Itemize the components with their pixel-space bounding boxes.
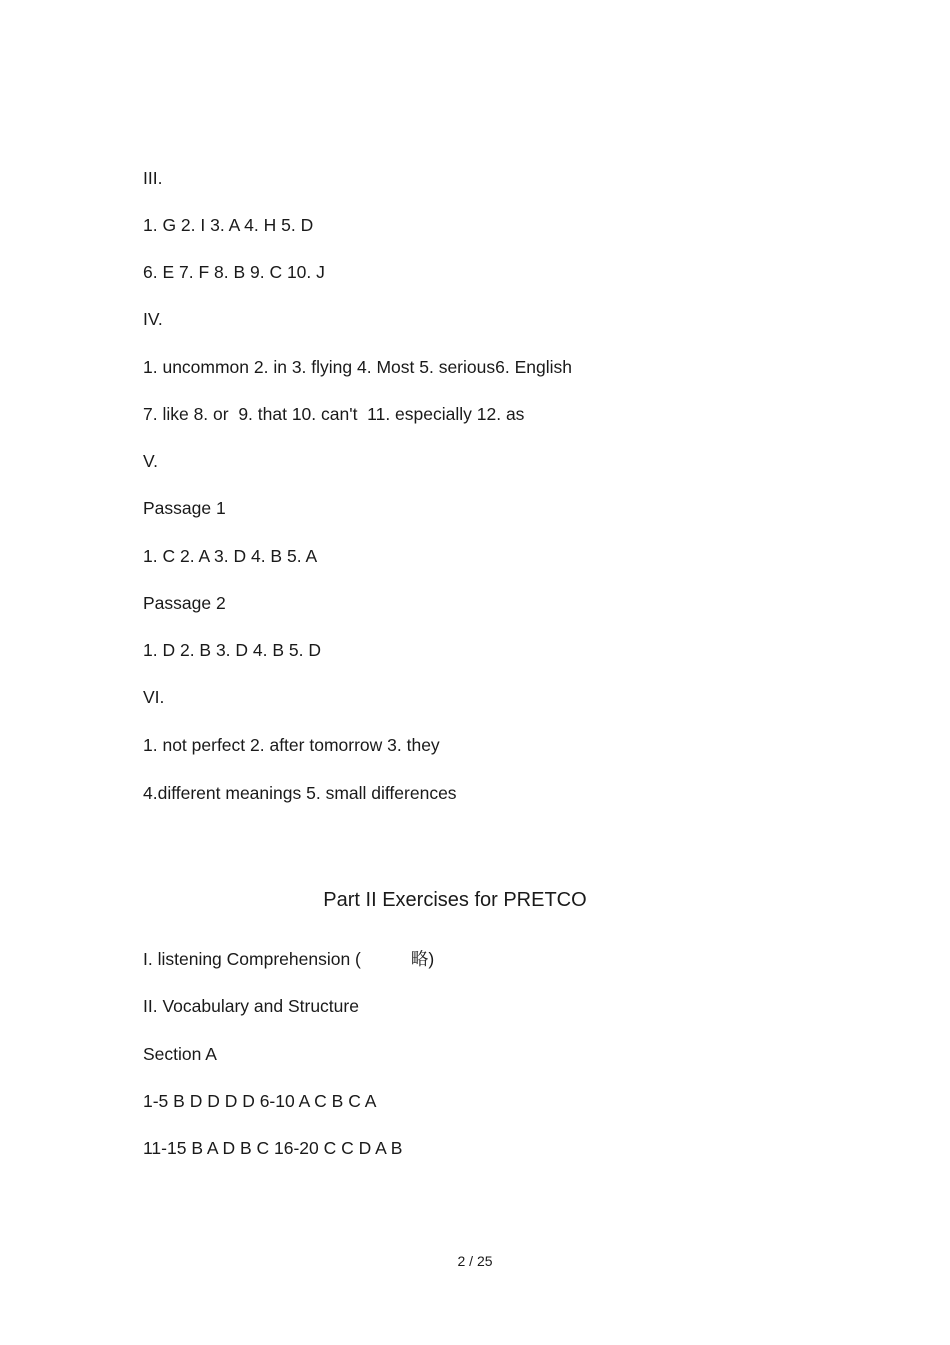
passage-label: Passage 2 (143, 593, 226, 613)
passage-label: Passage 1 (143, 498, 226, 518)
answer-line: 6. E 7. F 8. B 9. C 10. J (143, 262, 325, 282)
listening-prefix: I. listening Comprehension ( (143, 949, 361, 969)
section-heading-ii: II. Vocabulary and Structure (143, 996, 359, 1016)
answer-line: 1. D 2. B 3. D 4. B 5. D (143, 640, 321, 660)
answer-line: 1-5 B D D D D 6-10 A C B C A (143, 1091, 377, 1111)
listening-suffix: 略) (410, 949, 435, 969)
answer-line: 1. not perfect 2. after tomorrow 3. they (143, 735, 440, 755)
section-heading-vi: VI. (143, 687, 165, 707)
section-label: Section A (143, 1044, 217, 1064)
section-heading-iii: III. (143, 168, 163, 188)
answer-line: 1. C 2. A 3. D 4. B 5. A (143, 546, 318, 566)
answer-line: 1. G 2. I 3. A 4. H 5. D (143, 215, 314, 235)
section-heading-v: V. (143, 451, 158, 471)
listening-line (143, 949, 434, 969)
answer-line: 11-15 B A D B C 16-20 C C D A B (143, 1138, 403, 1158)
part-title: Part II Exercises for PRETCO (323, 889, 587, 911)
page-number: 2 / 25 (457, 1253, 493, 1269)
section-heading-iv: IV. (143, 309, 163, 329)
answer-line: 4.different meanings 5. small differences (143, 783, 457, 803)
answer-line: 1. uncommon 2. in 3. flying 4. Most 5. serious6. English (143, 357, 572, 377)
answer-line: 7. like 8. or 9. that 10. can't 11. especially 12. as (143, 404, 525, 424)
